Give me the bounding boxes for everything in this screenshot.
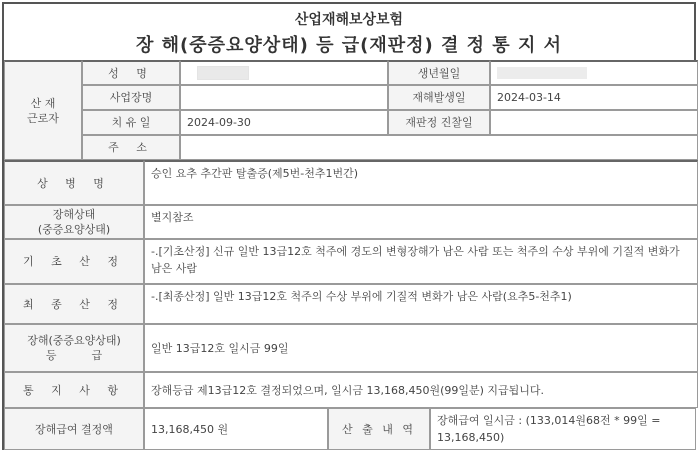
- healed-label: 치 유 일: [82, 110, 180, 135]
- reexam-value: [490, 110, 698, 135]
- name-label: 성 명: [82, 60, 180, 85]
- birth-label: 생년월일: [388, 60, 490, 85]
- payment-amount-value: 13,168,450 원: [144, 408, 328, 450]
- payment-amount-label: 장해급여 결정액: [4, 408, 144, 450]
- worker-section-label: 산 재 근로자: [4, 60, 82, 160]
- workplace-label: 사업장명: [82, 85, 180, 110]
- reexam-label: 재판정 진찰일: [388, 110, 490, 135]
- disability-state-value: 별지참조: [144, 205, 698, 239]
- final-grade-label: 최 종 산 정: [4, 284, 144, 324]
- redacted-birth: [497, 67, 587, 79]
- accident-date-label: 재해발생일: [388, 85, 490, 110]
- notice-value: 장해등급 제13급12호 결정되었으며, 일시금 13,168,450원(99일분) 지급됩니다.: [144, 372, 698, 408]
- notice-label: 통 지 사 항: [4, 372, 144, 408]
- doc-title: 장 해(중증요양상태) 등 급(재판정) 결 정 통 지 서: [135, 35, 563, 56]
- grade-value: 일반 13급12호 일시금 99일: [144, 324, 698, 372]
- name-value: [180, 60, 388, 85]
- injury-label: 상 병 명: [4, 160, 144, 205]
- org-title: 산업재해보상보험: [294, 12, 404, 28]
- healed-value: 2024-09-30: [180, 110, 388, 135]
- birth-value: [490, 60, 698, 85]
- disability-state-label: 장해상태 (중증요양상태): [4, 205, 144, 239]
- accident-date-value: 2024-03-14: [490, 85, 698, 110]
- address-label: 주 소: [82, 135, 180, 160]
- injury-value: 승인 요추 추간판 탈출증(제5번-천추1번간): [144, 160, 698, 205]
- base-grade-value: -.[기초산정] 신규 일반 13급12호 척주에 경도의 변형장해가 남은 사람 또는 척주의 수상 부위에 기질적 변화가 남은 사람: [144, 239, 698, 284]
- base-grade-label: 기 초 산 정: [4, 239, 144, 284]
- grade-label: 장해(중증요양상태) 등 급: [4, 324, 144, 372]
- calc-value: 장해급여 일시금 : (133,014원68전 * 99일 = 13,168,450): [430, 408, 696, 450]
- redacted-name: [197, 66, 249, 80]
- workplace-value: [180, 85, 388, 110]
- calc-label: 산 출 내 역: [328, 408, 430, 450]
- address-value: [180, 135, 698, 160]
- final-grade-value: -.[최종산정] 일반 13급12호 척주의 수상 부위에 기질적 변화가 남은 사람(요추5-천추1): [144, 284, 698, 324]
